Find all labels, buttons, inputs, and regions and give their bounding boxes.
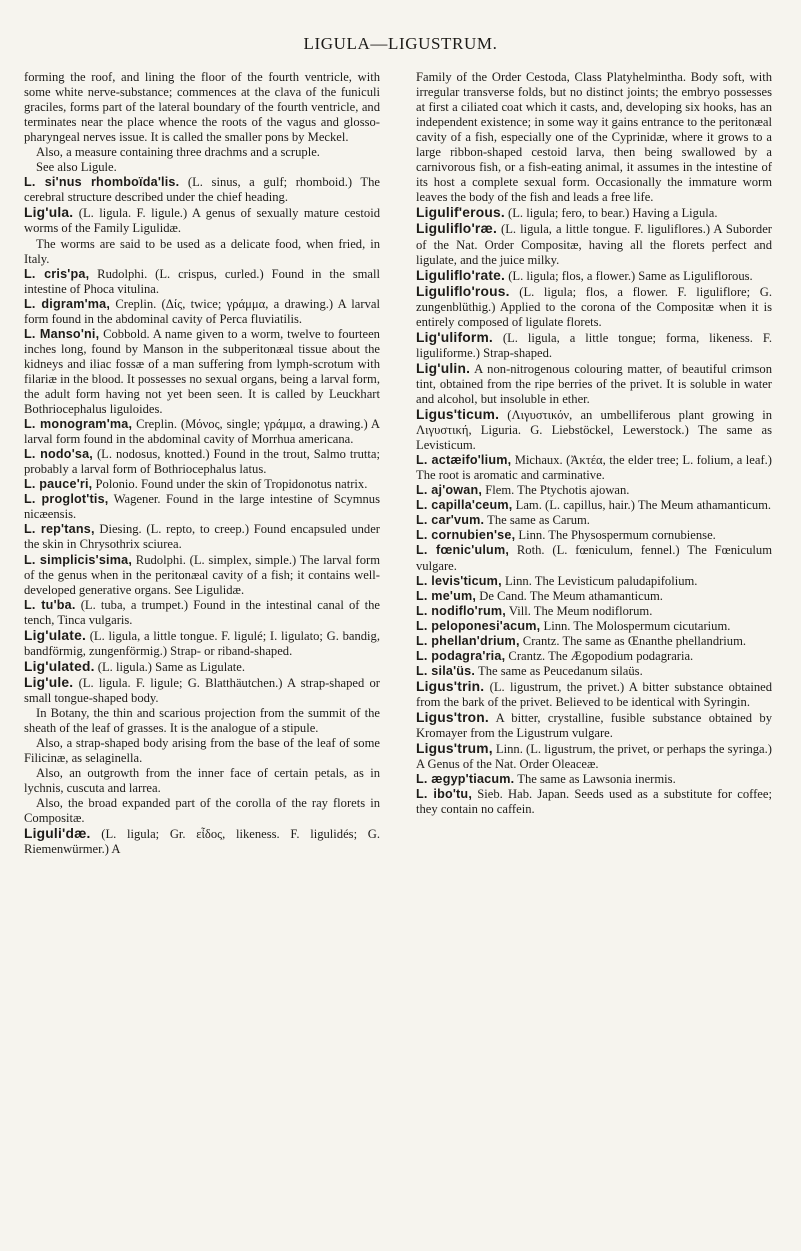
entry-text: (L. ligula; Gr. εἶδος, likeness. F. ligulidés; G. Riemenwürmer.) A — [24, 827, 380, 857]
entry-text: The same as Carum. — [484, 513, 590, 528]
entry-text: The worms are said to be used as a delicate food, when fried, in Italy. — [24, 236, 380, 266]
entry-headword: L. digram'ma, — [24, 296, 111, 311]
entry-headword: Liguliflo'rous. — [416, 283, 510, 299]
dictionary-entry — [416, 679, 772, 710]
entry-headword: L. capilla'ceum, — [416, 498, 513, 513]
dictionary-entry — [416, 498, 772, 513]
dictionary-entry — [416, 619, 772, 634]
entry-headword: L. sila'üs. — [416, 663, 476, 678]
dictionary-entry — [24, 237, 380, 267]
dictionary-entry — [416, 787, 772, 817]
entry-text: (L. ligustrum, the privet.) A bitter substance obtained from the bark of the privet. Believed to be identical with Syringin. — [416, 679, 772, 709]
entry-headword: L. cris'pa, — [24, 266, 90, 281]
right-column — [416, 70, 772, 1240]
dictionary-entry — [416, 407, 772, 453]
dictionary-entry — [416, 649, 772, 664]
entry-text: Vill. The Meum nodiflorum. — [505, 603, 653, 618]
entry-headword: Lig'uliform. — [416, 329, 493, 345]
dictionary-entry — [416, 664, 772, 679]
dictionary-entry — [416, 221, 772, 267]
entry-text: Linn. The Physospermum cornubiense. — [515, 528, 716, 543]
entry-text: Linn. The Levisticum paludapifolium. — [501, 573, 698, 588]
dictionary-entry — [24, 477, 380, 492]
left-column — [24, 70, 380, 1240]
entry-headword: L. proglot'tis, — [24, 492, 109, 507]
entry-text: Michaux. (Ἀκτέα, the elder tree; L. folium, a leaf.) The root is aromatic and carminative. — [416, 453, 772, 483]
entry-text: (L. ligula. F. ligule; G. Blatthäutchen.) A strap-shaped or small tongue-shaped body. — [24, 675, 380, 705]
entry-headword: Lig'ulated. — [24, 658, 95, 674]
dictionary-entry — [416, 513, 772, 528]
dictionary-entry — [24, 706, 380, 736]
dictionary-entry — [416, 330, 772, 361]
dictionary-entry — [24, 675, 380, 706]
entry-text: The same as Lawsonia inermis. — [514, 772, 676, 787]
dictionary-entry — [416, 543, 772, 573]
entry-headword: L. rep'tans, — [24, 522, 95, 537]
dictionary-entry — [24, 553, 380, 598]
entry-headword: Ligus'trin. — [416, 678, 485, 694]
entry-text: (L. ligula, a little tongue. F. ligulé; I. ligulato; G. bandig, bandförmig, zungenförmig.) Strap- or riband-shaped. — [24, 628, 380, 658]
dictionary-entry — [24, 447, 380, 477]
dictionary-entry — [416, 284, 772, 330]
dictionary-entry — [24, 175, 380, 205]
entry-headword: Liguliflo'ræ. — [416, 221, 497, 237]
entry-text: Rudolphi. (L. simplex, simple.) The larval form of the genus when in the peritonæal cavity of a fish; it contains well-developed generative organs. See Ligulidæ. — [24, 552, 380, 597]
entry-text: (Λιγυστικόν, an umbelliferous plant growing in Λιγυστική, Liguria. G. Liebstöckel, Lewerstock.) The same as Levisticum. — [416, 408, 772, 453]
dictionary-entry — [24, 297, 380, 327]
entry-headword: L. nodo'sa, — [24, 447, 93, 462]
entry-text: Linn. (L. ligustrum, the privet, or perhaps the syringa.) A Genus of the Nat. Order Oleaceæ. — [416, 742, 772, 772]
dictionary-entry — [416, 361, 772, 407]
entry-text: Polonio. Found under the skin of Tropidonotus natrix. — [92, 477, 368, 492]
dictionary-entry — [416, 604, 772, 619]
entry-headword: Ligulif'erous. — [416, 205, 505, 221]
entry-headword: Lig'ula. — [24, 205, 74, 221]
entry-text: The same as Peucedanum silaüs. — [475, 663, 643, 678]
entry-headword: Ligus'trum, — [416, 741, 493, 757]
dictionary-entry — [416, 528, 772, 543]
entry-headword: Liguli'dæ. — [24, 826, 91, 842]
dictionary-entry — [416, 589, 772, 604]
dictionary-entry — [416, 268, 772, 284]
entry-headword: Ligus'ticum. — [416, 407, 500, 423]
entry-text: A non-nitrogenous colouring matter, of beautiful crimson tint, obtained from the ripe berries of the privet. It is soluble in water and alcohol, but insoluble in ether. — [416, 361, 772, 406]
entry-text: (L. sinus, a gulf; rhomboid.) The cerebral structure described under the chief heading. — [24, 175, 380, 205]
entry-headword: L. si'nus rhomboïda'lis. — [24, 175, 180, 190]
entry-headword: Lig'ulate. — [24, 627, 87, 643]
entry-headword: L. monogram'ma, — [24, 417, 133, 432]
dictionary-entry — [416, 634, 772, 649]
entry-headword: L. aj'owan, — [416, 483, 483, 498]
dictionary-entry — [24, 659, 380, 675]
dictionary-entry — [24, 766, 380, 796]
entry-text: Crantz. The Ægopodium podagraria. — [505, 648, 694, 663]
entry-headword: L. tu'ba. — [24, 597, 76, 612]
dictionary-entry — [24, 826, 380, 857]
entry-text: De Cand. The Meum athamanticum. — [476, 588, 663, 603]
entry-text: Diesing. (L. repto, to creep.) Found encapsuled under the skin in Chrysothrix sciurea. — [24, 522, 380, 552]
entry-headword: Liguliflo'rate. — [416, 267, 506, 283]
entry-text: Also, an outgrowth from the inner face of certain petals, as in lychnis, cuscuta and larrea. — [24, 766, 380, 796]
entry-text: Cobbold. A name given to a worm, twelve to fourteen inches long, found by Manson in the subperitonæal tissue about the kidneys and iliac fossæ of a man suffering from lymph-scrotum with filariæ in the blood. It possesses no sexual organs, being a larval form, the adult form having not yet been seen. It is called by Leuckhart Bothriocephalus liguloides. — [24, 326, 380, 417]
entry-text: (L. nodosus, knotted.) Found in the trout, Salmo trutta; probably a larval form of Bothriocephalus latus. — [24, 447, 380, 477]
dictionary-entry — [416, 70, 772, 205]
entry-text: forming the roof, and lining the floor of the fourth ventricle, with some white nerve-substance; commences at the clava of the funiculi graciles, forms part of the lateral boundary of the fourth ventricle, and terminates near the place whence the roots of the vagus and glosso-pharyngeal nerves issue. It is called the smaller pons by Meckel. — [24, 70, 380, 145]
entry-text: In Botany, the thin and scarious projection from the summit of the sheath of the leaf of grasses. It is the analogue of a stipule. — [24, 705, 380, 736]
entry-text: (L. ligula; flos, a flower. F. liguliflore; G. zungenblüthig.) Applied to the corona of the Compositæ when it is entirely composed of ligulate florets. — [416, 284, 772, 329]
entry-text: (L. ligula; flos, a flower.) Same as Liguliflorous. — [505, 268, 753, 283]
dictionary-entry — [24, 522, 380, 552]
entry-text: Also, a measure containing three drachms and a scruple. — [36, 145, 320, 160]
dictionary-entry — [24, 205, 380, 236]
dictionary-entry — [24, 160, 380, 175]
dictionary-entry — [416, 205, 772, 221]
dictionary-entry — [24, 145, 380, 160]
entry-headword: L. nodiflo'rum, — [416, 603, 506, 618]
entry-text: Linn. The Molospermum cicutarium. — [540, 618, 731, 633]
entry-text: Creplin. (Μόνος, single; γράμμα, a drawing.) A larval form found in the abdominal cavity of Morrhua americana. — [24, 417, 380, 447]
entry-headword: Ligus'tron. — [416, 709, 489, 725]
dictionary-entry — [24, 598, 380, 628]
entry-text: See also Ligule. — [36, 160, 117, 175]
entry-headword: L. ægyp'tiacum. — [416, 772, 515, 787]
entry-text: Flem. The Ptychotis ajowan. — [482, 483, 630, 498]
entry-text: (L. ligula, a little tongue. F. liguliflores.) A Suborder of the Nat. Order Compositæ, having all the florets perfect and ligulate, and the juice milky. — [416, 222, 772, 267]
dictionary-entry — [416, 453, 772, 483]
entry-headword: L. podagra'ria, — [416, 648, 506, 663]
entry-headword: L. simplicis'sima, — [24, 552, 133, 567]
dictionary-entry — [416, 483, 772, 498]
entry-text: Sieb. Hab. Japan. Seeds used as a substitute for coffee; they contain no caffein. — [416, 787, 772, 817]
dictionary-entry — [24, 70, 380, 145]
entry-text: Roth. (L. fœniculum, fennel.) The Fœniculum vulgare. — [416, 543, 772, 573]
entry-headword: Lig'ule. — [24, 674, 74, 690]
entry-text: Family of the Order Cestoda, Class Platyhelmintha. Body soft, with irregular transverse folds, but no distinct joints; the embryo possesses at first a ciliated coat which it casts, and, developing six hooks, has an independent existence; in some way it gains entrance to the peritonæal cavity of a fish, especially one of the Cyprinidæ, where it grows to a large ribbon-shaped cestoid larva, then being swallowed by a carnivorous fish, or a fish-eating animal, it assumes in the intestine of its host a complete sexual form. Occasionally the immature worm leaves the body of the fish and leads a free life. — [416, 70, 772, 205]
entry-text: Rudolphi. (L. crispus, curled.) Found in the small intestine of Phoca vitulina. — [24, 266, 380, 296]
dictionary-entry — [24, 492, 380, 522]
entry-headword: L. actæifo'lium, — [416, 453, 512, 468]
entry-headword: L. phellan'drium, — [416, 633, 520, 648]
entry-headword: L. levis'ticum, — [416, 573, 502, 588]
dictionary-entry — [24, 628, 380, 659]
entry-headword: L. ibo'tu, — [416, 787, 473, 802]
entry-text: (L. ligula.) Same as Ligulate. — [94, 659, 246, 674]
entry-headword: L. fœnic'ulum, — [416, 543, 510, 558]
entry-headword: L. me'um, — [416, 588, 477, 603]
entry-text: (L. ligula; fero, to bear.) Having a Ligula. — [504, 206, 718, 221]
entry-headword: L. cornubien'se, — [416, 528, 516, 543]
entry-text: Crantz. The same as Œnanthe phellandrium. — [519, 633, 747, 648]
dictionary-entry — [24, 267, 380, 297]
entry-headword: Lig'ulin. — [416, 360, 471, 376]
running-header: LIGULA—LIGUSTRUM. — [303, 34, 498, 53]
dictionary-entry — [24, 736, 380, 766]
entry-headword: L. peloponesi'acum, — [416, 618, 541, 633]
entry-text: Wagener. Found in the large intestine of Scymnus nicæensis. — [24, 492, 380, 522]
entry-text: (L. tuba, a trumpet.) Found in the intestinal canal of the tench, Tinca vulgaris. — [24, 597, 380, 627]
dictionary-entry — [24, 327, 380, 417]
entry-text: Creplin. (Δίς, twice; γράμμα, a drawing.) A larval form found in the abdominal cavity of Perca fluviatilis. — [24, 296, 380, 326]
entry-headword: L. Manso'ni, — [24, 326, 100, 341]
entry-text: (L. ligula, a little tongue; forma, likeness. F. liguliforme.) Strap-shaped. — [416, 330, 772, 360]
entry-text: (L. ligula. F. ligule.) A genus of sexually mature cestoid worms of the Family Ligulidæ. — [24, 206, 380, 236]
entry-text: Also, the broad expanded part of the corolla of the ray florets in Compositæ. — [24, 796, 380, 826]
dictionary-entry — [24, 417, 380, 447]
dictionary-entry — [416, 574, 772, 589]
entry-headword: L. car'vum. — [416, 513, 485, 528]
entry-text: A bitter, crystalline, fusible substance obtained by Kromayer from the Ligustrum vulgare. — [416, 710, 772, 741]
entry-text: Also, a strap-shaped body arising from the base of the leaf of some Filicinæ, as selaginella. — [24, 736, 380, 766]
entry-text: Lam. (L. capillus, hair.) The Meum athamanticum. — [512, 498, 772, 513]
dictionary-entry — [24, 796, 380, 826]
dictionary-entry — [416, 741, 772, 772]
entry-headword: L. pauce'ri, — [24, 477, 93, 492]
dictionary-entry — [416, 710, 772, 741]
dictionary-entry — [416, 772, 772, 787]
